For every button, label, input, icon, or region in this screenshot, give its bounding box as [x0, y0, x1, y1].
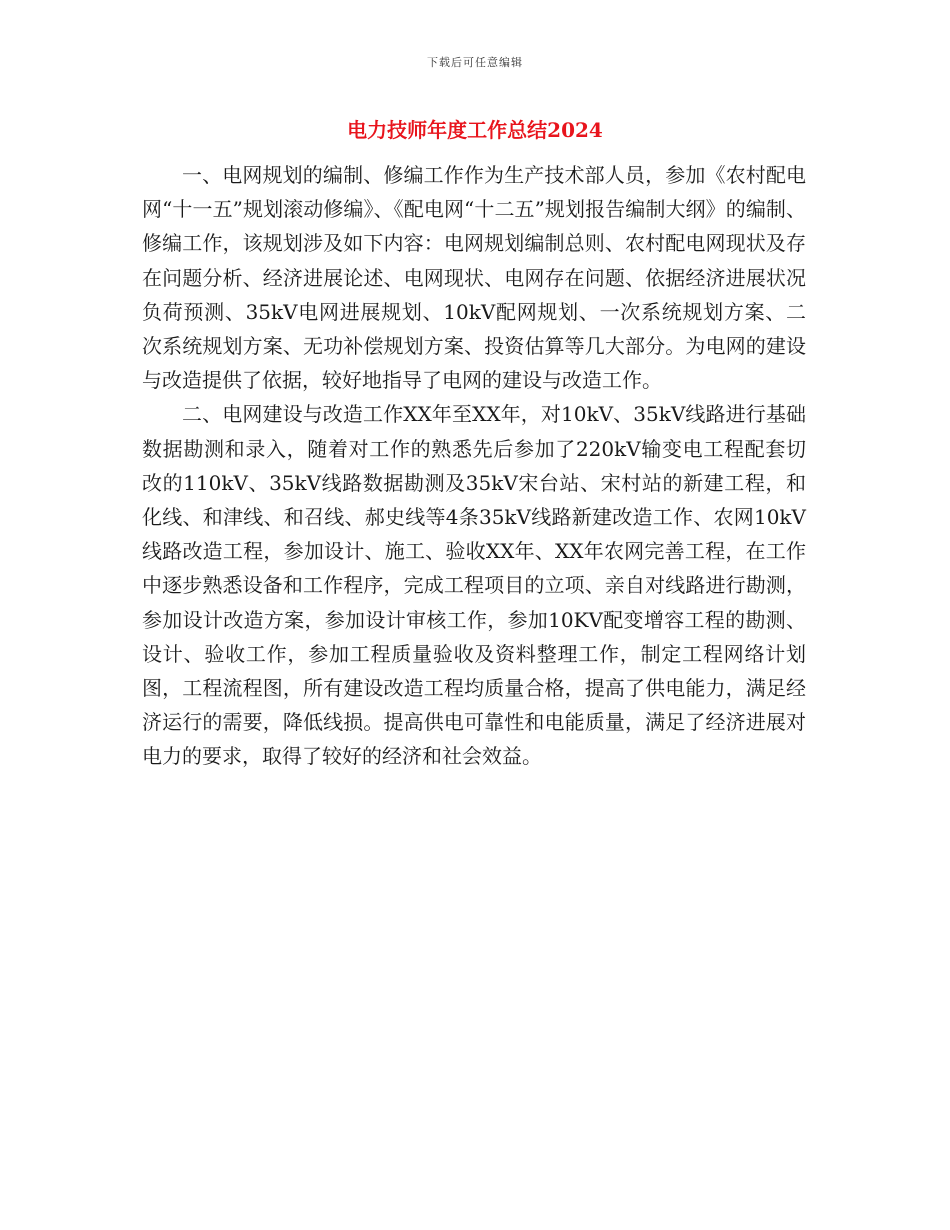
paragraph-1: 一、电网规划的编制、修编工作作为生产技术部人员，参加《农村配电网“十一五”规划滚动修编》、《配电网“十二五”规划报告编制大纲》的编制、修编工作，该规划涉及如下内容：电网规划编制总则、农村配电网现状及存在问题分析、经济进展论述、电网现状、电网存在问题、依据经济进展状况负荷预测、35kV电网进展规划、10kV配网规划、一次系统规划方案、二次系统规划方案、无功补偿规划方案、投资估算等几大部分。为电网的建设与改造提供了依据，较好地指导了电网的建设与改造工作。: [142, 163, 806, 393]
header-note: 下载后可任意编辑: [427, 56, 523, 69]
paragraph-2: 二、电网建设与改造工作XX年至XX年，对10kV、35kV线路进行基础数据勘测和录入，随着对工作的熟悉先后参加了220kV输变电工程配套切改的110kV、35kV线路数据勘测及35kV宋台站、宋村站的新建工程，和化线、和津线、和召线、郝史线等4条35kV线路新建改造工作、农网10kV线路改造工程，参加设计、施工、验收XX年、XX年农网完善工程，在工作中逐步熟悉设备和工作程序，完成工程项目的立项、亲自对线路进行勘测，参加设计改造方案，参加设计审核工作，参加10KV配变增容工程的勘测、设计、验收工作，参加工程质量验收及资料整理工作，制定工程网络计划图，工程流程图，所有建设改造工程均质量合格，提高了供电能力，满足经济运行的需要，降低线损。提高供电可靠性和电能质量，满足了经济进展对电力的要求，取得了较好的经济和社会效益。: [142, 402, 806, 769]
document-title: 电力技师年度工作总结2024: [347, 118, 603, 142]
document-body: [142, 158, 806, 774]
